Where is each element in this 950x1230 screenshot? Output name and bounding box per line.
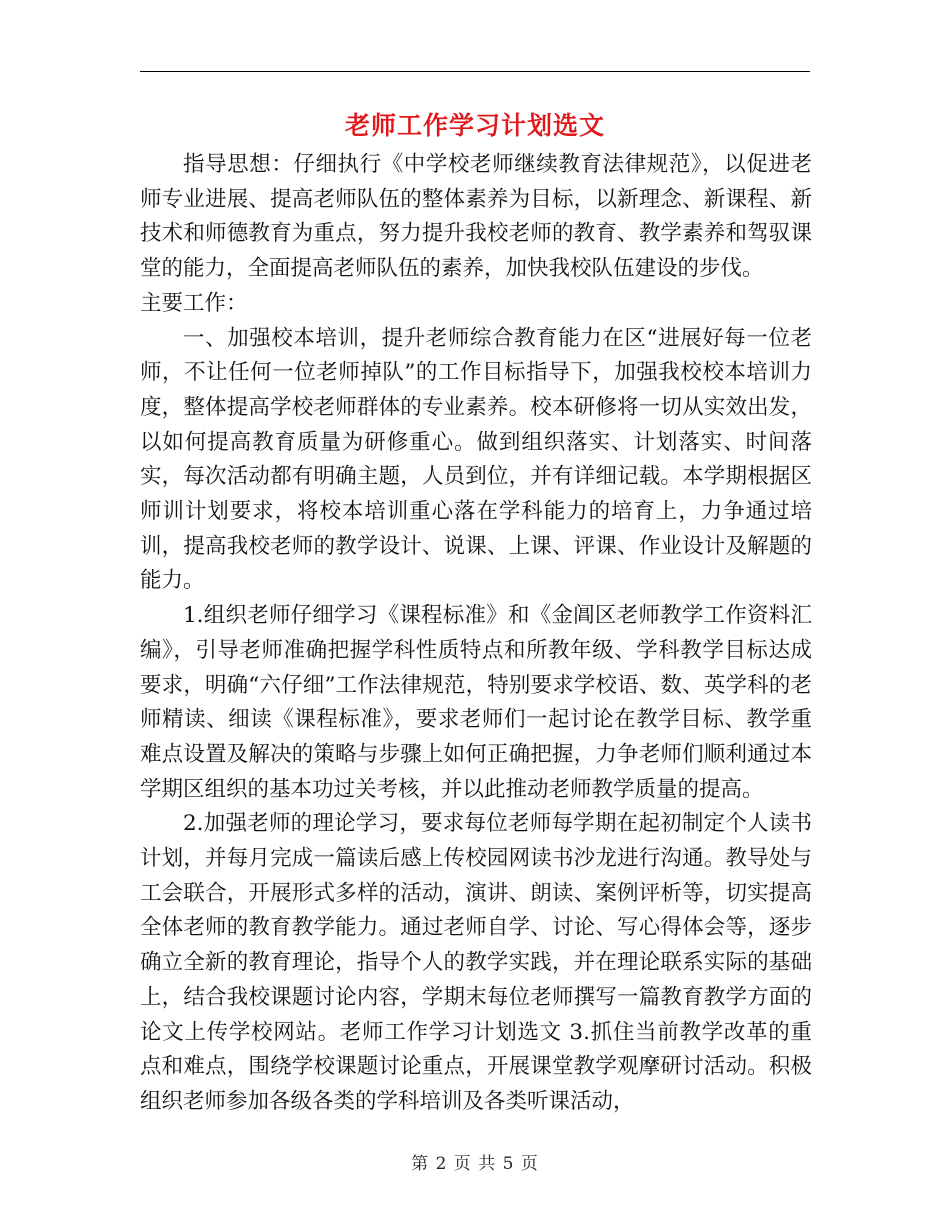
paragraph-guiding-ideology: 指导思想：仔细执行《中学校老师继续教育法律规范》，以促进老师专业进展、提高老师队伍的整体素养为目标，以新理念、新课程、新技术和师德教育为重点，努力提升我校老师的教育、教学素养和驾驭课堂的能力，全面提高老师队伍的素养，加快我校队伍建设的步伐。 bbox=[140, 152, 812, 282]
document-body bbox=[140, 148, 812, 1120]
header-rule bbox=[140, 71, 810, 72]
paragraph-item-two: 2.加强老师的理论学习，要求每位老师每学期在起初制定个人读书计划，并每月完成一篇读后感上传校园网读书沙龙进行沟通。教导处与工会联合，开展形式多样的活动，演讲、朗读、案例评析等，切实提高全体老师的教育教学能力。通过老师自学、讨论、写心得体会等，逐步确立全新的教育理论，指导个人的教学实践，并在理论联系实际的基础上，结合我校课题讨论内容，学期末每位老师撰写一篇教育教学方面的论文上传学校网站。老师工作学习计划选文 3.抓住当前教学改革的重点和难点，围绕学校课题讨论重点，开展课堂教学观摩研讨活动。积极组织老师参加各级各类的学科培训及各类听课活动， bbox=[140, 811, 812, 1114]
paragraph-item-one: 1.组织老师仔细学习《课程标准》和《金阊区老师教学工作资料汇编》，引导老师准确把握学科性质特点和所教年级、学科教学目标达成要求，明确“六仔细”工作法律规范，特别要求学校语、数、英学科的老师精读、细读《课程标准》，要求老师们一起讨论在教学目标、教学重难点设置及解决的策略与步骤上如何正确把握，力争老师们顺利通过本学期区组织的基本功过关考核，并以此推动老师教学质量的提高。 bbox=[140, 603, 812, 802]
paragraph-section-one: 一、加强校本培训，提升老师综合教育能力在区“进展好每一位老师，不让任何一位老师掉队”的工作目标指导下，加强我校校本培训力度，整体提高学校老师群体的专业素养。校本研修将一切从实效出发，以如何提高教育质量为研修重心。做到组织落实、计划落实、时间落实，每次活动都有明确主题，人员到位，并有详细记载。本学期根据区师训计划要求，将校本培训重心落在学科能力的培育上，力争通过培训，提高我校老师的教学设计、说课、上课、评课、作业设计及解题的能力。 bbox=[140, 325, 812, 594]
page-number: 第 2 页 共 5 页 bbox=[411, 1154, 539, 1174]
paragraph-main-work-heading: 主要工作： bbox=[140, 290, 248, 316]
document-title: 老师工作学习计划选文 bbox=[344, 111, 605, 140]
